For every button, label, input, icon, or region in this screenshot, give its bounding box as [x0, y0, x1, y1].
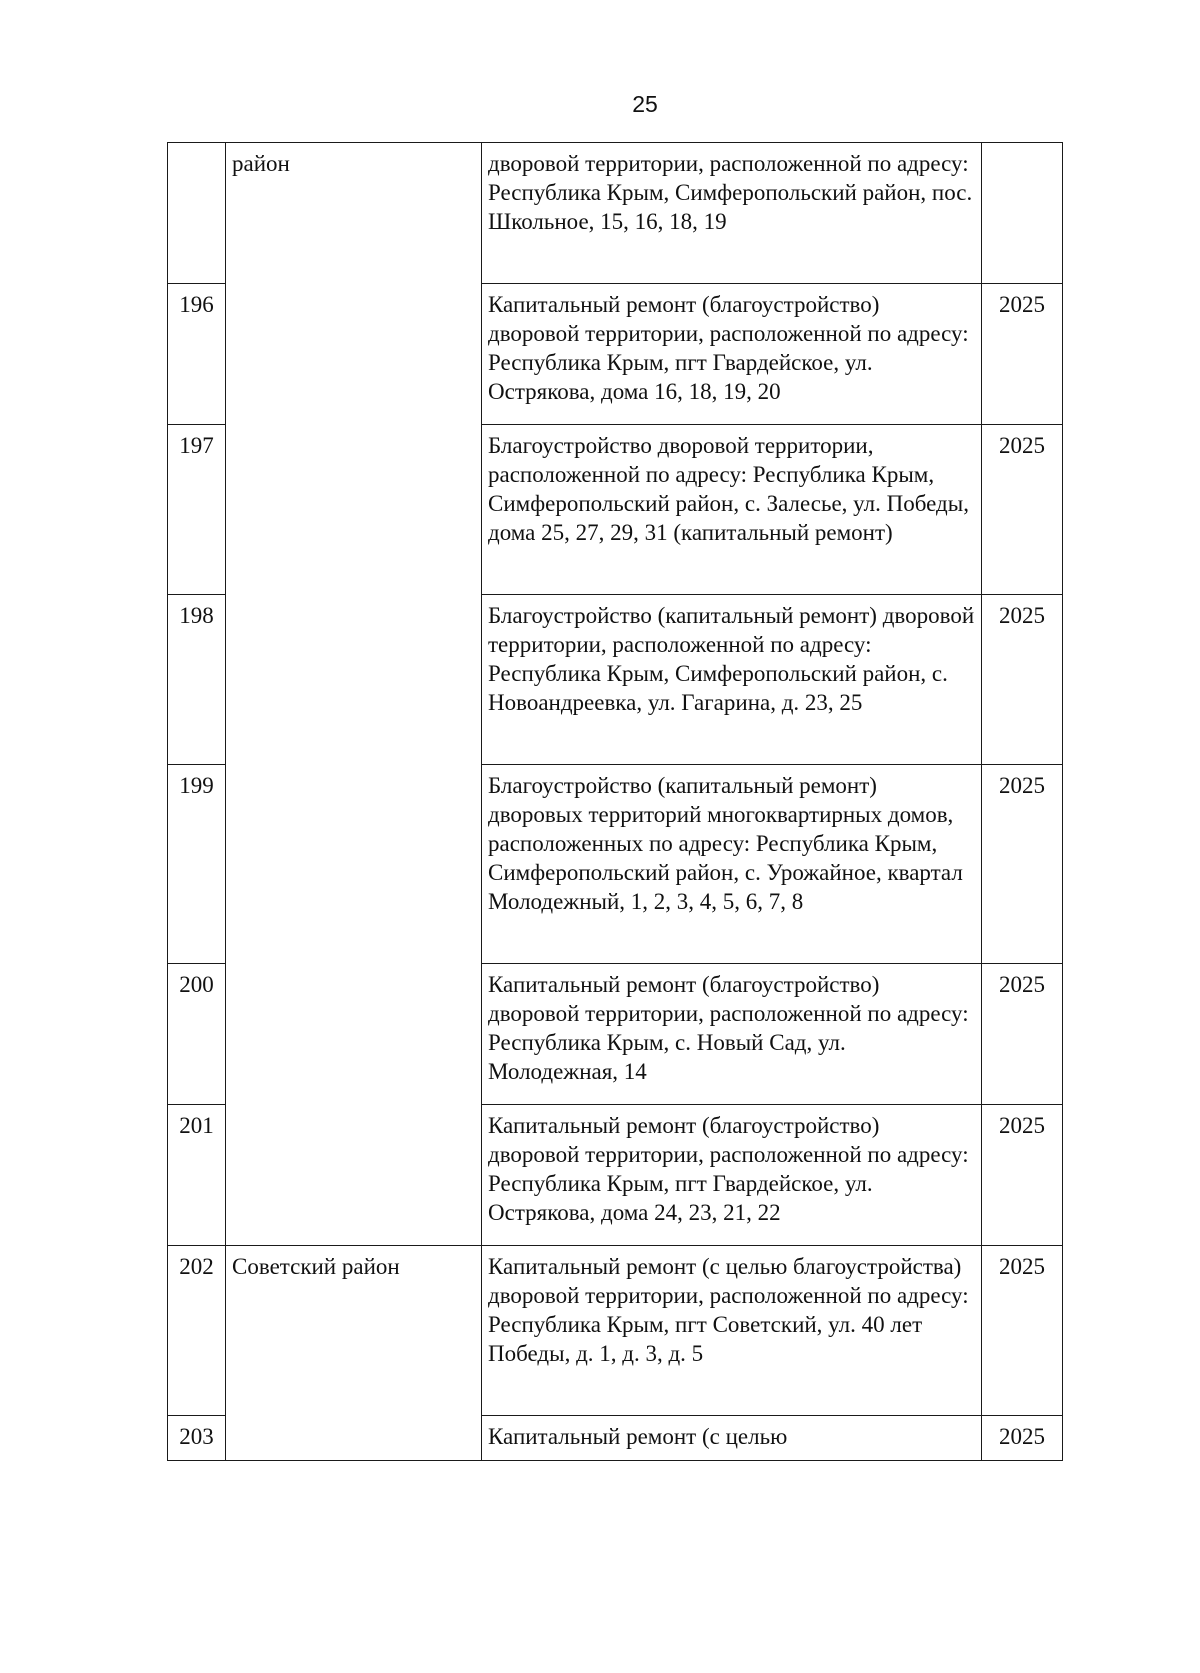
table-row — [168, 964, 1063, 1105]
year-cell: 2025 — [982, 595, 1063, 765]
district-cell — [226, 425, 482, 595]
row-number: 198 — [168, 595, 226, 765]
row-number: 196 — [168, 284, 226, 425]
year-cell: 2025 — [982, 425, 1063, 595]
row-number — [168, 143, 226, 284]
year-cell: 2025 — [982, 1246, 1063, 1416]
object-description: Капитальный ремонт (благоустройство) дворовой территории, расположенной по адресу: Республика Крым, пгт Гвардейское, ул. Острякова, дома 16, 18, 19, 20 — [482, 284, 982, 425]
row-number: 203 — [168, 1416, 226, 1461]
table-row — [168, 425, 1063, 595]
table-row — [168, 284, 1063, 425]
year-cell: 2025 — [982, 765, 1063, 964]
row-number: 201 — [168, 1105, 226, 1246]
object-description: Капитальный ремонт (с целью благоустройства) дворовой территории, расположенной по адресу: Республика Крым, пгт Советский, ул. 40 лет Победы, д. 1, д. 3, д. 5 — [482, 1246, 982, 1416]
year-cell: 2025 — [982, 1416, 1063, 1461]
object-description: Капитальный ремонт (благоустройство) дворовой территории, расположенной по адресу: Республика Крым, пгт Гвардейское, ул. Острякова, дома 24, 23, 21, 22 — [482, 1105, 982, 1246]
object-description: Капитальный ремонт (с целью — [482, 1416, 982, 1461]
registry-table — [167, 142, 1063, 1461]
district-cell: Советский район — [226, 1246, 482, 1416]
district-cell — [226, 595, 482, 765]
page-number: 25 — [632, 91, 658, 117]
table-row — [168, 765, 1063, 964]
district-cell: район — [226, 143, 482, 284]
year-cell: 2025 — [982, 964, 1063, 1105]
table-row — [168, 143, 1063, 284]
district-cell — [226, 964, 482, 1105]
district-cell — [226, 284, 482, 425]
district-cell — [226, 1416, 482, 1461]
year-cell: 2025 — [982, 1105, 1063, 1246]
row-number: 202 — [168, 1246, 226, 1416]
row-number: 197 — [168, 425, 226, 595]
year-cell: 2025 — [982, 284, 1063, 425]
table-row — [168, 1246, 1063, 1416]
district-cell — [226, 1105, 482, 1246]
row-number: 199 — [168, 765, 226, 964]
row-number: 200 — [168, 964, 226, 1105]
table-row — [168, 1105, 1063, 1246]
year-cell — [982, 143, 1063, 284]
district-cell — [226, 765, 482, 964]
object-description: Благоустройство дворовой территории, расположенной по адресу: Республика Крым, Симферопольский район, с. Залесье, ул. Победы, дома 25, 27, 29, 31 (капитальный ремонт) — [482, 425, 982, 595]
object-description: Благоустройство (капитальный ремонт) дворовой территории, расположенной по адресу: Республика Крым, Симферопольский район, с. Новоандреевка, ул. Гагарина, д. 23, 25 — [482, 595, 982, 765]
object-description: Капитальный ремонт (благоустройство) дворовой территории, расположенной по адресу: Республика Крым, с. Новый Сад, ул. Молодежная, 14 — [482, 964, 982, 1105]
table-row — [168, 1416, 1063, 1461]
table-row — [168, 595, 1063, 765]
object-description: Благоустройство (капитальный ремонт) дворовых территорий многоквартирных домов, расположенных по адресу: Республика Крым, Симферопольский район, с. Урожайное, квартал Молодежный, 1, 2, 3, 4, 5, 6, 7, 8 — [482, 765, 982, 964]
object-description: дворовой территории, расположенной по адресу: Республика Крым, Симферопольский район, пос. Школьное, 15, 16, 18, 19 — [482, 143, 982, 284]
